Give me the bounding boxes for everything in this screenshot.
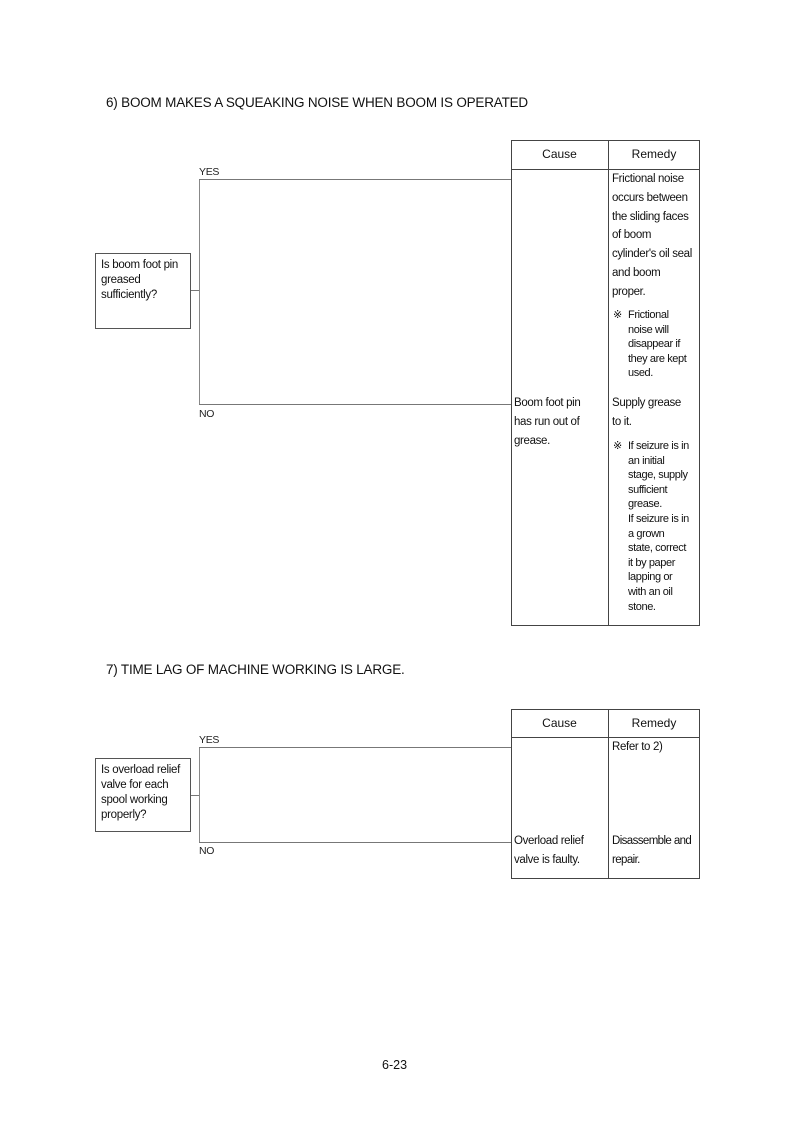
yes-branch-line	[199, 179, 511, 180]
question-connector-line	[191, 795, 199, 796]
yes-branch-line	[199, 747, 511, 748]
question-box-boom-foot-pin: Is boom foot pin greased sufficiently?	[95, 253, 191, 329]
page-number: 6-23	[382, 1058, 408, 1072]
yes-remedy-cell: Frictional noise occurs between the sliding faces of boom cylinder's oil seal and boom proper.	[612, 173, 692, 298]
cause-header: Cause	[542, 716, 577, 730]
note-mark: ※	[613, 440, 622, 452]
no-branch-line	[199, 404, 511, 405]
yes-remedy-cell: Refer to 2)	[612, 741, 663, 753]
no-remedy-cell: Supply grease to it.	[612, 397, 681, 428]
yes-remedy-note	[613, 308, 699, 381]
note-text: If seizure is in an initial stage, supply sufficient grease. If seizure is in a grown state, correct it by paper lapping or with an oil stone.	[628, 440, 689, 613]
section-7-title: 7) TIME LAG OF MACHINE WORKING IS LARGE.	[106, 662, 405, 677]
no-label: NO	[199, 408, 215, 420]
note-mark: ※	[613, 309, 622, 321]
branch-vertical-line	[199, 747, 200, 842]
note-text: Frictional noise will disappear if they are kept used.	[628, 309, 687, 380]
yes-label: YES	[199, 734, 220, 746]
no-cause-cell: Boom foot pin has run out of grease.	[514, 397, 581, 447]
table-column-divider	[608, 140, 609, 626]
no-branch-line	[199, 842, 511, 843]
no-remedy-cell: Disassemble and repair.	[612, 835, 692, 866]
table-column-divider	[608, 709, 609, 879]
question-box-overload-relief: Is overload relief valve for each spool working properly?	[95, 758, 191, 832]
branch-vertical-line	[199, 179, 200, 404]
no-remedy-note	[613, 439, 699, 614]
question-connector-line	[191, 290, 199, 291]
yes-label: YES	[199, 166, 220, 178]
remedy-header: Remedy	[631, 716, 677, 730]
cause-header: Cause	[542, 147, 577, 161]
no-cause-cell: Overload relief valve is faulty.	[514, 835, 584, 866]
section-6-title: 6) BOOM MAKES A SQUEAKING NOISE WHEN BOOM IS OPERATED	[106, 95, 528, 110]
no-label: NO	[199, 845, 215, 857]
remedy-header: Remedy	[631, 147, 677, 161]
